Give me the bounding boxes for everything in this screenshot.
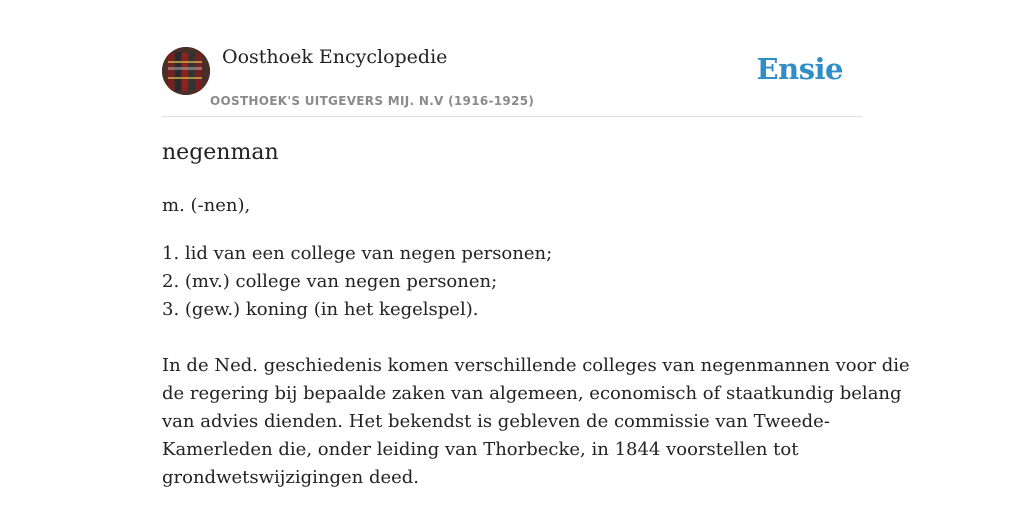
- body-line: Kamerleden die, onder leiding van Thorbecke, in 1844 voorstellen tot: [162, 439, 799, 460]
- page-content: [162, 0, 910, 488]
- body-line: van advies dienden. Het bekendst is gebleven de commissie van Tweede-: [162, 411, 830, 432]
- body-line: de regering bij bepaalde zaken van algemeen, economisch of staatkundig belang: [162, 383, 902, 404]
- entry-grammar: m. (-nen),: [162, 195, 251, 216]
- definition-list: [162, 240, 552, 324]
- definition-item: 3. (gew.) koning (in het kegelspel).: [162, 299, 479, 320]
- body-line: grondwetswijzigingen deed.: [162, 467, 420, 488]
- site-header: [162, 0, 862, 117]
- entry-title: negenman: [162, 140, 279, 165]
- definition-item: 2. (mv.) college van negen personen;: [162, 271, 498, 292]
- entry-body: [162, 352, 910, 492]
- site-subtitle: OOSTHOEK'S UITGEVERS MIJ. N.V (1916-1925): [210, 94, 535, 108]
- body-line: In de Ned. geschiedenis komen verschillende colleges van negenmannen voor die: [162, 355, 910, 376]
- site-title-link[interactable]: Oosthoek Encyclopedie: [222, 46, 448, 68]
- book-spines-icon[interactable]: [162, 47, 210, 95]
- definition-item: 1. lid van een college van negen personen;: [162, 243, 553, 264]
- ensie-logo-link[interactable]: Ensie: [756, 52, 843, 86]
